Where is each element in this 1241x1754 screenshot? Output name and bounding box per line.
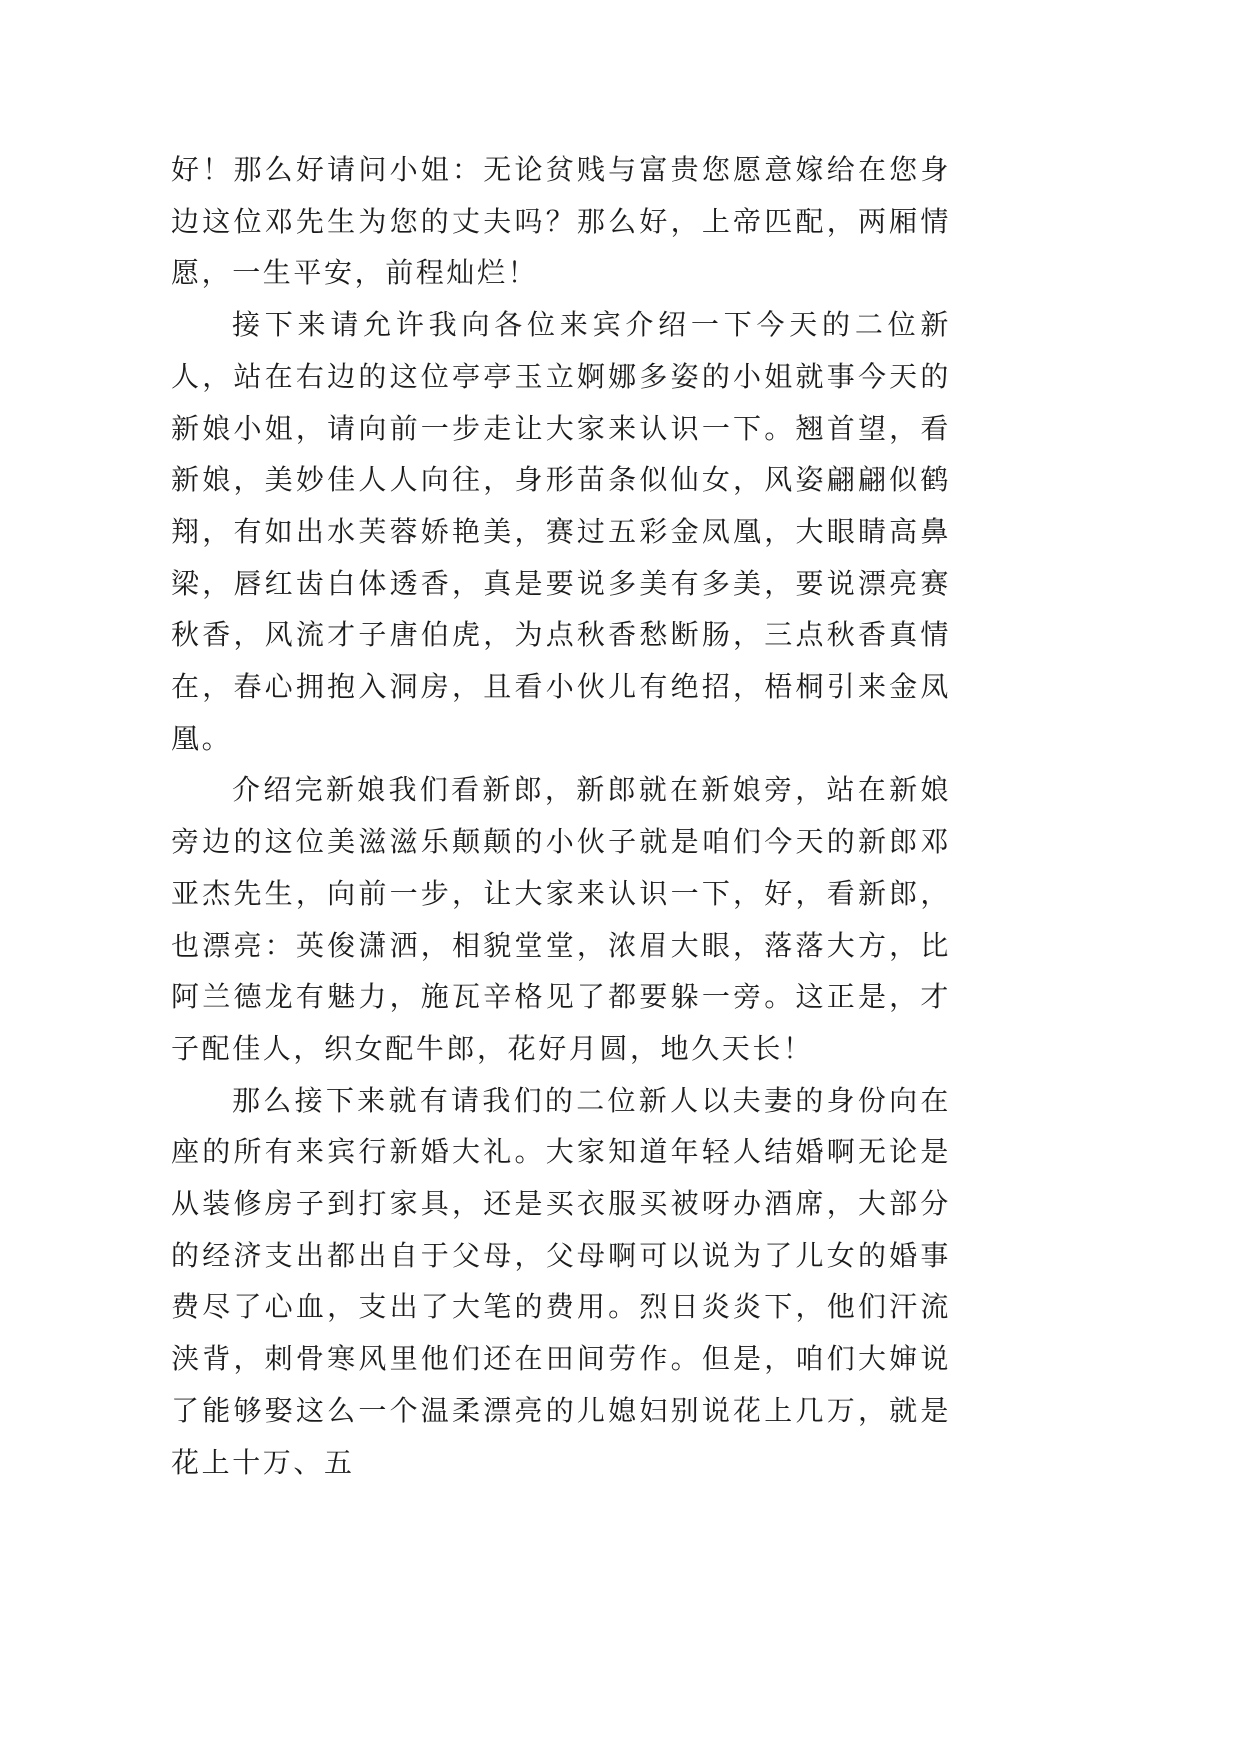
paragraph-3: 介绍完新娘我们看新郎，新郎就在新娘旁，站在新娘旁边的这位美滋滋乐颠颠的小伙子就是咱们今天的新郎邓亚杰先生，向前一步，让大家来认识一下，好，看新郎，也漂亮：英俊潇洒，相貌堂堂，浓眉大眼，落落大方，比阿兰德龙有魅力，施瓦辛格见了都要躲一旁。这正是，才子配佳人，织女配牛郎，花好月圆，地久天长！ (171, 773, 951, 1065)
document-body (171, 144, 951, 1488)
paragraph-2: 接下来请允许我向各位来宾介绍一下今天的二位新人，站在右边的这位亭亭玉立婀娜多姿的小姐就事今天的新娘小姐，请向前一步走让大家来认识一下。翘首望，看新娘，美妙佳人人向往，身形苗条似仙女，风姿翩翩似鹤翔，有如出水芙蓉娇艳美，赛过五彩金凤凰，大眼睛高鼻梁，唇红齿白体透香，真是要说多美有多美，要说漂亮赛秋香，风流才子唐伯虎，为点秋香愁断肠，三点秋香真情在，春心拥抱入洞房，且看小伙儿有绝招，梧桐引来金凤凰。 (171, 308, 951, 755)
paragraph-4: 那么接下来就有请我们的二位新人以夫妻的身份向在座的所有来宾行新婚大礼。大家知道年轻人结婚啊无论是从装修房子到打家具，还是买衣服买被呀办酒席，大部分的经济支出都出自于父母，父母啊可以说为了儿女的婚事费尽了心血，支出了大笔的费用。烈日炎炎下，他们汗流浃背，刺骨寒风里他们还在田间劳作。但是，咱们大婶说了能够娶这么一个温柔漂亮的儿媳妇别说花上几万，就是花上十万、五 (171, 1083, 951, 1479)
paragraph-1: 好！那么好请问小姐：无论贫贱与富贵您愿意嫁给在您身边这位邓先生为您的丈夫吗？那么好，上帝匹配，两厢情愿，一生平安，前程灿烂！ (171, 153, 951, 290)
